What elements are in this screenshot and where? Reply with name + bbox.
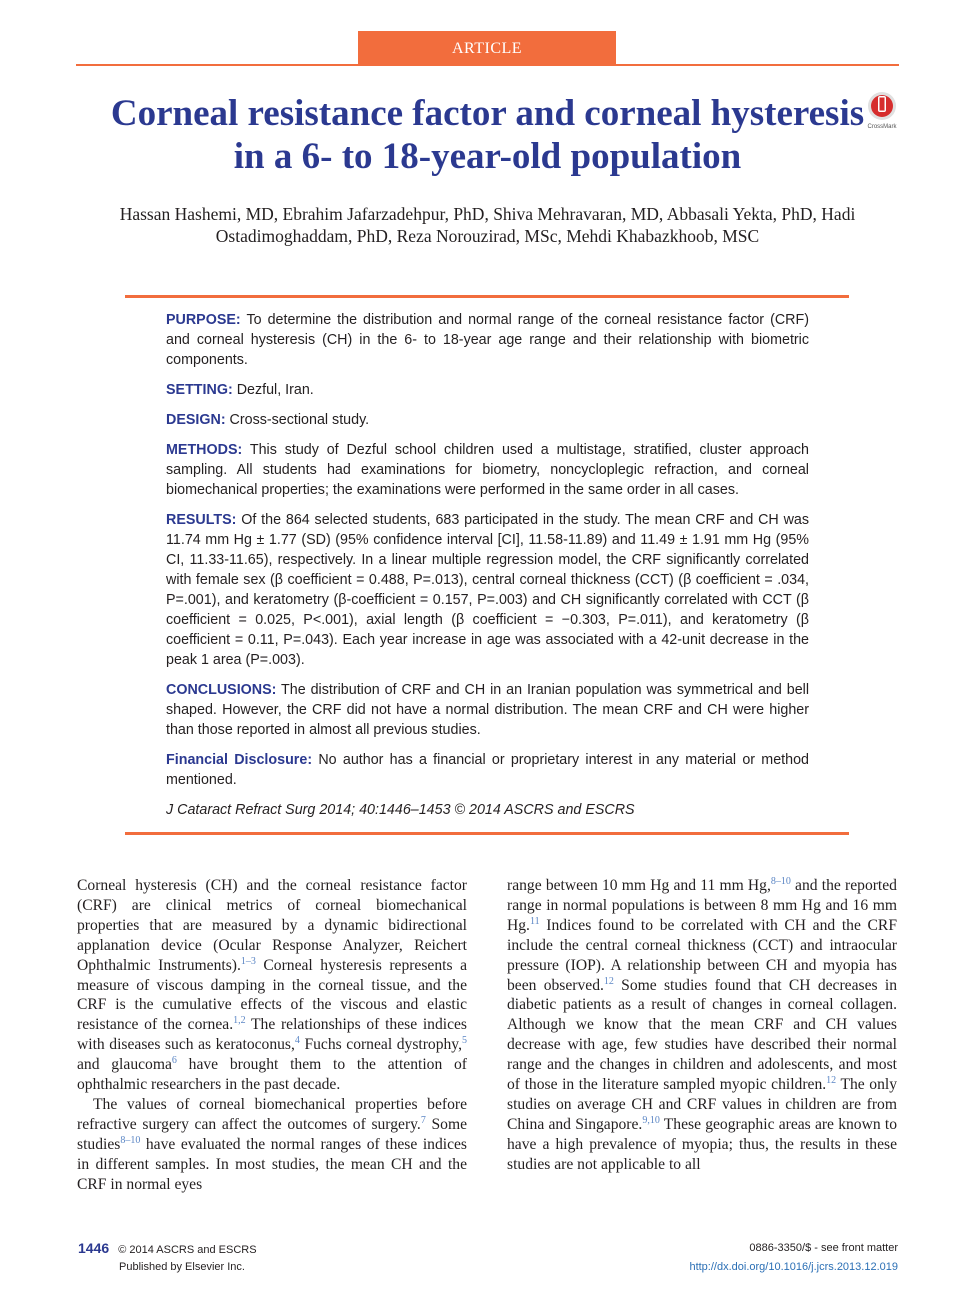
purpose-text: To determine the distribution and normal range of the corneal resistance factor (CRF) and corneal hysteresis (CH) in the 6- to 18-year age range and their relationship with biometric components. (166, 312, 809, 368)
text-run: and the reported range in normal populations is between 8 mm Hg and 16 mm Hg. (507, 877, 897, 934)
text-run: Some studies found that CH decreases in diabetic patients as a result of changes in corneal collagen. Although we know that the mean CRF and CH values decrease with age, few studies have described their normal range and the changes in children and adolescents, and most of those in the literature sampled myopic children. (507, 976, 897, 1094)
abstract-design (166, 410, 809, 430)
reference-link[interactable]: 6 (171, 1054, 177, 1066)
header-rule (76, 64, 899, 66)
disclosure-text: No author has a financial or proprietary interest in any material or method mentioned. (166, 752, 809, 788)
reference-link[interactable]: 1,2 (233, 1015, 246, 1027)
text-run: Fuchs corneal dystrophy, (299, 1036, 462, 1054)
article-type-tag: ARTICLE (358, 31, 616, 64)
text-run: The relationships of these indices with diseases such as keratoconus, (77, 1016, 467, 1054)
journal-citation: J Cataract Refract Surg 2014; 40:1446–1453 © 2014 ASCRS and ESCRS (166, 802, 635, 818)
reference-link[interactable]: 8–10 (120, 1134, 141, 1146)
abstract-top-rule (125, 295, 849, 298)
methods-text: This study of Dezful school children used a multistage, stratified, cluster approach sampling. All students had examinations for biometry, noncycloplegic refraction, and corneal biomechanical properties; the examinations were performed in the same order in all cases. (166, 442, 809, 498)
reference-link[interactable]: 9,10 (642, 1114, 660, 1126)
abstract-conclusions (166, 680, 809, 740)
setting-text: Dezful, Iran. (232, 382, 314, 398)
reference-link[interactable]: 1–3 (240, 955, 256, 967)
text-run: and glaucoma (77, 1056, 172, 1074)
conclusions-text: The distribution of CRF and CH in an Iranian population was symmetrical and bell shaped. However, the CRF did not have a normal distribution. The mean CRF and CH were higher than those reported in almost all previous studies. (166, 682, 809, 738)
text-run: The only studies on average CH and CRF values in children are from China and Singapore. (507, 1076, 897, 1133)
abstract-bottom-rule (125, 832, 849, 835)
reference-link[interactable]: 5 (461, 1035, 467, 1047)
conclusions-label: CONCLUSIONS: (166, 682, 277, 698)
body-column-right (507, 876, 897, 1175)
purpose-label: PURPOSE: (166, 312, 241, 328)
footer-copyright: © 2014 ASCRS and ESCRS (118, 1244, 257, 1256)
footer-left-line-1 (78, 1240, 257, 1256)
doi-link[interactable]: http://dx.doi.org/10.1016/j.jcrs.2013.12.019 (689, 1261, 898, 1273)
abstract-methods (166, 440, 809, 500)
intro-paragraph-continued (507, 876, 897, 1175)
design-label: DESIGN: (166, 412, 226, 428)
svg-text:CrossMark: CrossMark (867, 124, 897, 130)
footer-issn: 0886-3350/$ - see front matter (749, 1242, 898, 1254)
author-list: Hassan Hashemi, MD, Ebrahim Jafarzadehpur, PhD, Shiva Mehravaran, MD, Abbasali Yekta, PhD, Hadi Ostadimoghaddam, PhD, Reza Norouzirad, MSc, Mehdi Khabazkhoob, MSC (119, 204, 856, 246)
abstract-disclosure (166, 750, 809, 790)
text-run: have brought them to the attention of ophthalmic researchers in the past decade. (77, 1056, 467, 1094)
text-run: These geographic areas are known to have a high prevalence of myopia; thus, the results in these studies are not applicable to all (507, 1115, 897, 1173)
reference-link[interactable]: 7 (420, 1114, 426, 1126)
methods-label: METHODS: (166, 442, 243, 458)
footer-publisher: Published by Elsevier Inc. (119, 1261, 245, 1273)
reference-link[interactable]: 11 (529, 915, 540, 927)
reference-link[interactable]: 12 (603, 975, 614, 987)
disclosure-label: Financial Disclosure: (166, 752, 313, 768)
results-text: Of the 864 selected students, 683 participated in the study. The mean CRF and CH was 11.74 mm Hg ± 1.77 (SD) (95% confidence interval [CI], 11.58-11.89) and 11.49 ± 1.91 mm Hg (95% CI, 11.33-11.65), respectively. In a linear multiple regression model, the CRF significantly correlated with female sex (β coefficient = 0.488, P=.013), central corneal thickness (CCT) (β coefficient = .034, P=.001), and keratometry (β-coefficient = 0.157, P=.003) and CH significantly correlated with CCT (β coefficient = 0.025, P<.001), axial length (β coefficient = −0.303, P=.011), and keratometry (β coefficient = 0.11, P=.043). Each year increase in age was associated with a 42-unit decrease in the peak 1 area (P=.003). (166, 512, 809, 668)
article-title: Corneal resistance factor and corneal hysteresis in a 6- to 18-year-old population (110, 93, 865, 177)
abstract-results (166, 510, 809, 670)
intro-paragraph-1 (77, 876, 467, 1095)
setting-label: SETTING: (166, 382, 233, 398)
reference-link[interactable]: 8–10 (770, 875, 791, 887)
abstract (166, 310, 809, 830)
text-run: Corneal hysteresis represents a measure of viscous damping in the corneal tissue, and the CRF is the cumulative effects of the viscous and elastic resistance of the cornea. (77, 956, 467, 1034)
intro-paragraph-2 (77, 1095, 467, 1195)
text-run: Indices found to be correlated with CH and the CRF include the central corneal thickness (CCT) and intraocular pressure (IOP). A relationship between CH and myopia has been observed. (507, 916, 897, 994)
crossmark-icon[interactable] (864, 90, 900, 130)
abstract-setting (166, 380, 809, 400)
text-run: Corneal hysteresis (CH) and the corneal resistance factor (CRF) are clinical metrics of corneal biomechanical properties that are measured by a dynamic bidirectional applanation device (Ocular Response Analyzer, Reichert Ophthalmic Instruments). (77, 877, 467, 974)
results-label: RESULTS: (166, 512, 237, 528)
design-text: Cross-sectional study. (225, 412, 370, 428)
abstract-purpose (166, 310, 809, 370)
text-run: The values of corneal biomechanical properties before refractive surgery can affect the outcomes of surgery. (77, 1095, 467, 1133)
page-number: 1446 (78, 1240, 110, 1256)
body-column-left (77, 876, 467, 1195)
text-run: range between 10 mm Hg and 11 mm Hg, (507, 877, 771, 894)
reference-link[interactable]: 12 (826, 1074, 837, 1086)
text-run: have evaluated the normal ranges of these indices in different samples. In most studies, the mean CH and the CRF in normal eyes (77, 1135, 467, 1193)
text-run: Some studies (77, 1115, 468, 1153)
reference-link[interactable]: 4 (294, 1035, 300, 1047)
